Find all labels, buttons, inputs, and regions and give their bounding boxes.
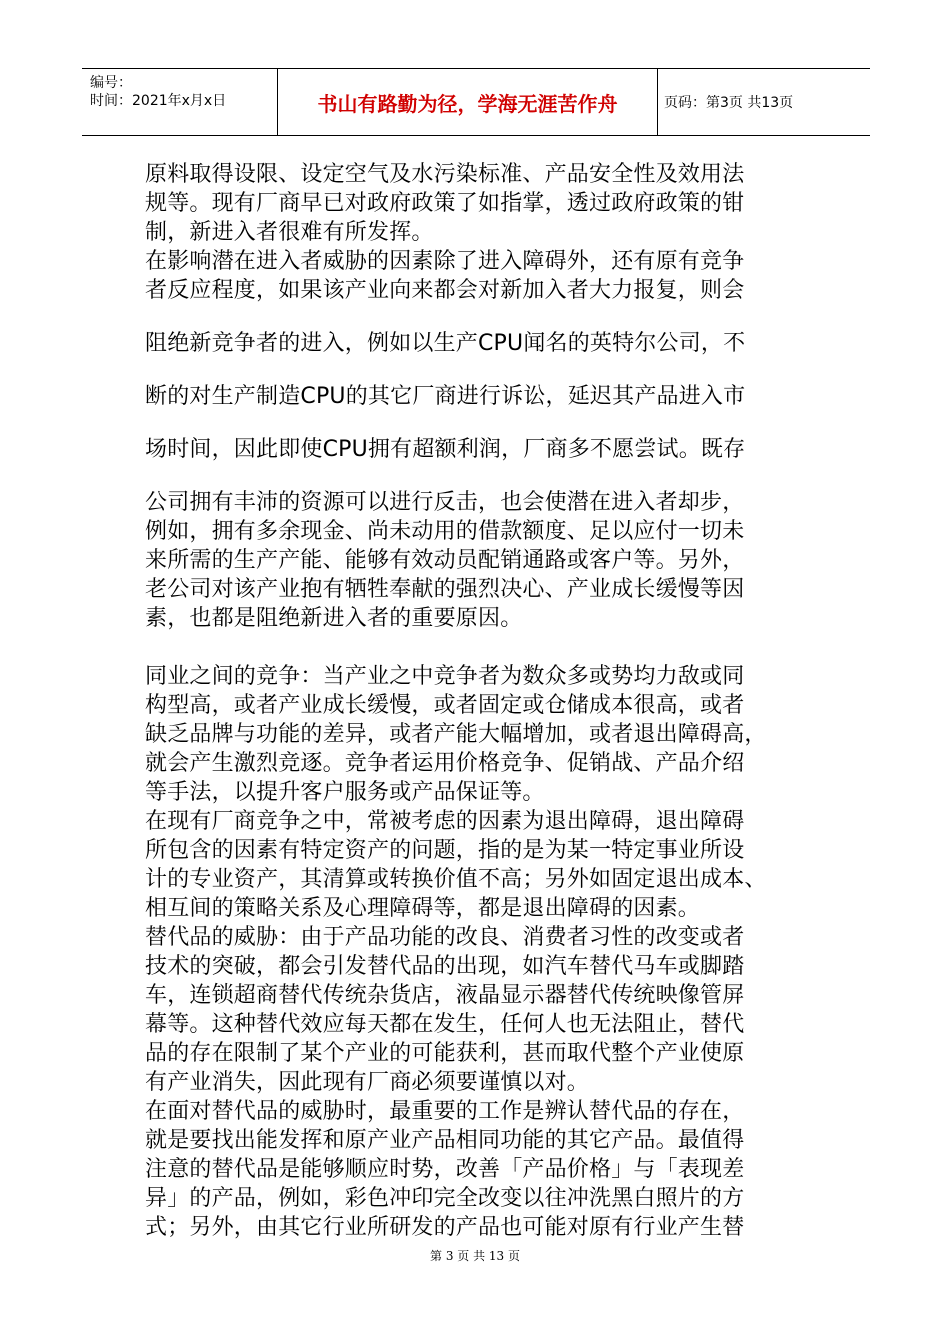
text-line: 阻绝新竞争者的进入，例如以生产CPU闻名的英特尔公司，不 (145, 331, 746, 356)
text-line: 有产业消失，因此现有厂商必须要谨慎以对。 (145, 1070, 590, 1095)
text-line: 技术的突破，都会引发替代品的出现，如汽车替代马车或脚踏 (145, 954, 745, 979)
text-line: 注意的替代品是能够顺应时势，改善「产品价格」与「表现差 (145, 1157, 745, 1182)
text-line: 车，连锁超商替代传统杂货店，液晶显示器替代传统映像管屏 (145, 983, 745, 1008)
header-meta-cell (82, 69, 278, 135)
text-line: 在影响潜在进入者威胁的因素除了进入障碍外，还有原有竞争 (145, 249, 745, 274)
text-line: 所包含的因素有特定资产的问题，指的是为某一特定事业所设 (145, 838, 745, 863)
text-line: 计的专业资产，其清算或转换价值不高；另外如固定退出成本、 (145, 867, 767, 892)
header-page-number: 页码：第3页 共13页 (664, 95, 794, 111)
body-text (145, 160, 810, 1242)
text-line: 制，新进入者很难有所发挥。 (145, 220, 434, 245)
text-line: 异」的产品，例如，彩色冲印完全改变以往冲洗黑白照片的方 (145, 1186, 745, 1211)
text-line: 者反应程度，如果该产业向来都会对新加入者大力报复，则会 (145, 278, 745, 303)
text-line: 老公司对该产业抱有牺牲奉献的强烈决心、产业成长缓慢等因 (145, 577, 745, 602)
text-line: 规等。现有厂商早已对政府政策了如指掌，透过政府政策的钳 (145, 191, 745, 216)
text-line: 等手法，以提升客户服务或产品保证等。 (145, 780, 545, 805)
page-header (82, 68, 870, 136)
text-line: 原料取得设限、设定空气及水污染标准、产品安全性及效用法 (145, 162, 745, 187)
text-line: 场时间，因此即使CPU拥有超额利润，厂商多不愿尝试。既存 (145, 437, 746, 462)
motto-text: 书山有路勤为径，学海无涯苦作舟 (317, 92, 618, 116)
serial-number-label: 编号： (90, 75, 132, 91)
text-line: 来所需的生产产能、能够有效动员配销通路或客户等。另外， (145, 548, 745, 573)
text-line: 就是要找出能发挥和原产业产品相同功能的其它产品。最值得 (145, 1128, 745, 1153)
text-line: 品的存在限制了某个产业的可能获利，甚而取代整个产业使原 (145, 1041, 745, 1066)
text-line: 替代品的威胁：由于产品功能的改良、消费者习性的改变或者 (145, 925, 745, 950)
text-line: 公司拥有丰沛的资源可以进行反击，也会使潜在进入者却步， (145, 490, 745, 515)
header-motto-cell (278, 69, 658, 135)
paragraph-spacer (145, 633, 810, 662)
text-line: 就会产生激烈竞逐。竞争者运用价格竞争、促销战、产品介绍 (145, 751, 745, 776)
text-line: 同业之间的竞争：当产业之中竞争者为数众多或势均力敌或同 (145, 664, 745, 689)
text-line: 素，也都是阻绝新进入者的重要原因。 (145, 606, 523, 631)
page-footer: 第 3 页 共 13 页 (430, 1249, 520, 1263)
text-line: 构型高，或者产业成长缓慢，或者固定或仓储成本很高，或者 (145, 693, 745, 718)
text-line: 幕等。这种替代效应每天都在发生，任何人也无法阻止，替代 (145, 1012, 745, 1037)
text-line: 例如，拥有多余现金、尚未动用的借款额度、足以应付一切未 (145, 519, 745, 544)
text-line: 在面对替代品的威胁时，最重要的工作是辨认替代品的存在， (145, 1099, 745, 1124)
text-line: 断的对生产制造CPU的其它厂商进行诉讼，延迟其产品进入市 (145, 384, 746, 409)
text-line: 缺乏品牌与功能的差异，或者产能大幅增加，或者退出障碍高， (145, 722, 767, 747)
text-line: 相互间的策略关系及心理障碍等，都是退出障碍的因素。 (145, 896, 701, 921)
text-line: 在现有厂商竞争之中，常被考虑的因素为退出障碍，退出障碍 (145, 809, 745, 834)
header-page-cell (658, 69, 870, 135)
date-label: 时间：2021年x月x日 (90, 93, 227, 109)
text-line: 式；另外，由其它行业所研发的产品也可能对原有行业产生替 (145, 1215, 745, 1240)
